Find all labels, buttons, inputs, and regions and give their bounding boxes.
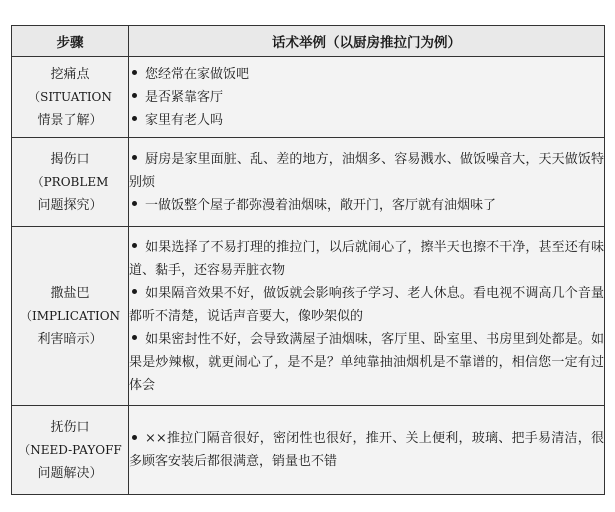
step-english: （IMPLICATION xyxy=(19,308,121,323)
step-name: 抚伤口 xyxy=(50,419,90,435)
bullet-item xyxy=(129,427,604,473)
bullet-icon xyxy=(132,93,137,98)
header-script-example: 话术举例（以厨房推拉门为例） xyxy=(129,26,605,57)
bullet-text: 是否紧靠客厅 xyxy=(145,89,224,105)
step-description: 问题解决） xyxy=(37,465,103,481)
step-name: 揭伤口 xyxy=(50,151,90,167)
step-cell xyxy=(12,227,129,406)
bullet-icon xyxy=(132,243,137,248)
bullet-item xyxy=(129,109,604,132)
table-row xyxy=(12,406,605,495)
table-row xyxy=(12,138,605,227)
bullet-item xyxy=(129,236,604,282)
step-cell xyxy=(12,138,129,227)
step-english: （SITUATION xyxy=(28,89,112,104)
step-cell xyxy=(12,406,129,495)
header-step: 步骤 xyxy=(12,26,129,57)
step-description: 利害暗示） xyxy=(37,331,103,347)
script-cell xyxy=(129,227,605,406)
bullet-text: 如果密封性不好，会导致满屋子油烟味，客厅里、卧室里、书房里到处都是。如果是炒辣椒，就更闹心了，是不是？单纯靠抽油烟机是不靠谱的，相信您一定有过体会 xyxy=(129,331,604,393)
bullet-text: 如果选择了不易打理的推拉门，以后就闹心了，擦半天也擦不干净，甚至还有味道、黏手，还容易弄脏衣物 xyxy=(129,239,604,278)
bullet-item xyxy=(129,63,604,86)
bullet-icon xyxy=(132,116,137,121)
table-row xyxy=(12,227,605,406)
step-cell xyxy=(12,57,129,138)
bullet-item xyxy=(129,86,604,109)
script-cell xyxy=(129,406,605,495)
bullet-item xyxy=(129,194,604,217)
bullet-text: 您经常在家做饭吧 xyxy=(145,66,250,82)
bullet-text: 家里有老人吗 xyxy=(145,112,224,128)
step-english: （PROBLEM xyxy=(31,174,109,189)
bullet-icon xyxy=(132,201,137,206)
step-name: 挖痛点 xyxy=(50,66,90,82)
bullet-icon xyxy=(132,289,137,294)
bullet-item xyxy=(129,282,604,328)
script-cell xyxy=(129,138,605,227)
sales-script-table xyxy=(11,25,605,495)
bullet-text: 厨房是家里面脏、乱、差的地方，油烟多、容易溅水、做饭噪音大，天天做饭特别烦 xyxy=(129,151,604,190)
step-english: （NEED-PAYOFF xyxy=(18,442,122,457)
bullet-item xyxy=(129,148,604,194)
bullet-text: 一做饭整个屋子都弥漫着油烟味，敞开门，客厅就有油烟味了 xyxy=(145,197,497,213)
step-description: 问题探究） xyxy=(37,197,103,213)
bullet-item xyxy=(129,328,604,397)
bullet-icon xyxy=(132,335,137,340)
table-row xyxy=(12,57,605,138)
header-row xyxy=(12,26,605,57)
script-cell xyxy=(129,57,605,138)
bullet-text: ××推拉门隔音很好，密闭性也很好，推开、关上便利，玻璃、把手易清洁，很多顾客安装后都很满意，销量也不错 xyxy=(129,431,604,469)
step-name: 撒盐巴 xyxy=(50,285,90,301)
bullet-icon xyxy=(132,435,137,440)
step-description: 情景了解） xyxy=(37,112,103,128)
bullet-icon xyxy=(132,70,137,75)
bullet-text: 如果隔音效果不好，做饭就会影响孩子学习、老人休息。看电视不调高几个音量都听不清楚，说话声音要大，像吵架似的 xyxy=(129,285,604,324)
bullet-icon xyxy=(132,155,137,160)
